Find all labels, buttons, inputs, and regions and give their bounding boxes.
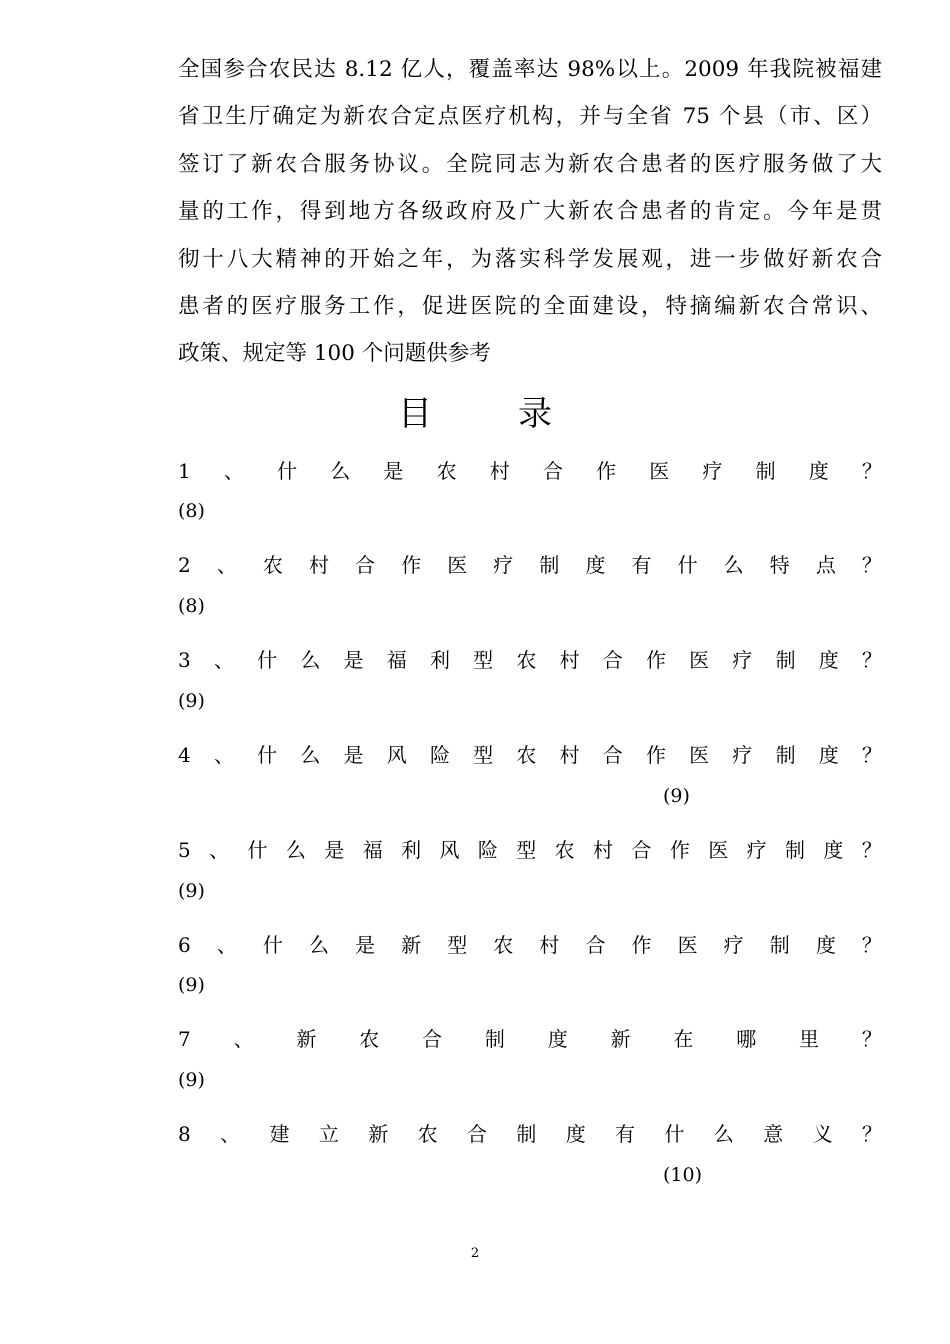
toc-entry[interactable] bbox=[178, 731, 882, 778]
toc-entry-char: 合 bbox=[355, 553, 376, 578]
toc-entry-char: 么 bbox=[330, 458, 351, 483]
toc-entry-char: 医 bbox=[689, 648, 710, 673]
toc-entry-char: 新 bbox=[368, 1122, 389, 1147]
toc-entry-char: 村 bbox=[559, 743, 580, 768]
toc-entry-char: 是 bbox=[343, 648, 364, 673]
toc-entry-char: 农 bbox=[417, 1122, 438, 1147]
toc-entry-char: 疗 bbox=[702, 458, 723, 483]
toc-entry-char: 利 bbox=[429, 648, 450, 673]
toc-entry-char: 制 bbox=[769, 932, 790, 957]
toc-entry-char: 什 bbox=[677, 553, 698, 578]
toc-entry-char: 农 bbox=[436, 458, 457, 483]
toc-entry-char: 风 bbox=[439, 837, 460, 862]
toc-entry-char: 作 bbox=[596, 458, 617, 483]
toc-entry-separator: 、 bbox=[220, 1122, 241, 1147]
page-number: 2 bbox=[470, 1246, 480, 1261]
toc-entry-char: 村 bbox=[539, 932, 560, 957]
table-of-contents bbox=[178, 447, 882, 1205]
toc-entry-char: 是 bbox=[355, 932, 376, 957]
toc-entry-char: 村 bbox=[593, 837, 614, 862]
toc-entry-page: (9) bbox=[178, 689, 205, 712]
toc-entry-char: 农 bbox=[493, 932, 514, 957]
toc-entry-char: 村 bbox=[308, 553, 329, 578]
toc-entry-number: 6 bbox=[178, 932, 191, 957]
toc-entry-char: 建 bbox=[269, 1122, 290, 1147]
toc-entry-char: 合 bbox=[602, 743, 623, 768]
toc-entry-char: 什 bbox=[262, 932, 283, 957]
toc-entry-page: (10) bbox=[663, 1163, 703, 1186]
toc-entry-char: 在 bbox=[673, 1027, 694, 1052]
toc-entry-char: 疗 bbox=[746, 837, 767, 862]
toc-entry-char: 作 bbox=[645, 743, 666, 768]
toc-entry-char: 制 bbox=[539, 553, 560, 578]
toc-entry-char: 合 bbox=[542, 458, 563, 483]
toc-entry-char: 度 bbox=[547, 1027, 568, 1052]
toc-entry-char: 医 bbox=[649, 458, 670, 483]
toc-entry-char: 合 bbox=[585, 932, 606, 957]
toc-entry-char: 制 bbox=[784, 837, 805, 862]
intro-line: 全国参合农民达 8.12 亿人，覆盖率达 98%以上。2009 年我院被福建 bbox=[178, 57, 882, 82]
toc-entry-char: ？ bbox=[861, 1027, 882, 1052]
toc-entry-char: 作 bbox=[669, 837, 690, 862]
toc-entry-char: 福 bbox=[362, 837, 383, 862]
toc-entry-char: ？ bbox=[861, 1122, 882, 1147]
toc-entry-char: ？ bbox=[861, 837, 882, 862]
toc-entry-char: 作 bbox=[631, 932, 652, 957]
intro-line: 量的工作，得到地方各级政府及广大新农合患者的肯定。今年是贯 bbox=[178, 199, 882, 225]
toc-entry-char: 疗 bbox=[723, 932, 744, 957]
toc-entry-char: 型 bbox=[516, 837, 537, 862]
toc-entry-char: 村 bbox=[559, 648, 580, 673]
toc-entry-char: 村 bbox=[489, 458, 510, 483]
toc-entry-separator: 、 bbox=[216, 553, 237, 578]
toc-entry-char: 有 bbox=[615, 1122, 636, 1147]
toc-entry-char: 制 bbox=[484, 1027, 505, 1052]
intro-line: 政策、规定等 100 个问题供参考 bbox=[178, 341, 491, 367]
toc-entry-char: 是 bbox=[324, 837, 345, 862]
toc-entry-char: 疗 bbox=[732, 743, 753, 768]
toc-entry-char: 作 bbox=[401, 553, 422, 578]
toc-entry-separator: 、 bbox=[223, 458, 244, 483]
toc-entry-number: 8 bbox=[178, 1122, 191, 1147]
toc-title: 目录 bbox=[398, 394, 638, 434]
intro-line: 签订了新农合服务协议。全院同志为新农合患者的医疗服务做了大 bbox=[178, 151, 882, 177]
toc-entry-separator: 、 bbox=[213, 743, 234, 768]
toc-entry-char: 特 bbox=[769, 553, 790, 578]
toc-entry-char: 新 bbox=[296, 1027, 317, 1052]
toc-entry-number: 4 bbox=[178, 743, 191, 768]
toc-entry-number: 3 bbox=[178, 648, 191, 673]
toc-entry-char: 型 bbox=[473, 648, 494, 673]
toc-entry-char: 度 bbox=[585, 553, 606, 578]
toc-entry[interactable] bbox=[178, 637, 882, 684]
toc-entry-char: 医 bbox=[689, 743, 710, 768]
toc-entry-char: 度 bbox=[808, 458, 829, 483]
toc-entry[interactable] bbox=[178, 921, 882, 968]
toc-entry-char: 型 bbox=[447, 932, 468, 957]
toc-entry-page: (8) bbox=[178, 500, 205, 523]
toc-entry-char: 新 bbox=[610, 1027, 631, 1052]
toc-entry-char: 风 bbox=[386, 743, 407, 768]
toc-entry-char: 合 bbox=[602, 648, 623, 673]
toc-entry-char: 医 bbox=[677, 932, 698, 957]
toc-entry-char: ？ bbox=[861, 743, 882, 768]
toc-entry-char: 度 bbox=[818, 648, 839, 673]
toc-entry-char: 立 bbox=[318, 1122, 339, 1147]
toc-entry-char: ？ bbox=[861, 553, 882, 578]
toc-entry-char: 制 bbox=[775, 743, 796, 768]
toc-entry-char: 险 bbox=[429, 743, 450, 768]
toc-entry-char: 福 bbox=[386, 648, 407, 673]
toc-entry-char: 什 bbox=[277, 458, 298, 483]
toc-entry-separator: 、 bbox=[209, 837, 230, 862]
toc-entry-char: 哪 bbox=[736, 1027, 757, 1052]
toc-entry-char: 农 bbox=[516, 743, 537, 768]
toc-entry-page: (9) bbox=[178, 974, 205, 997]
toc-entry-char: 制 bbox=[516, 1122, 537, 1147]
toc-entry-char: 度 bbox=[823, 837, 844, 862]
toc-entry-char: 作 bbox=[645, 648, 666, 673]
toc-entry-char: 制 bbox=[775, 648, 796, 673]
toc-entry-char: 什 bbox=[664, 1122, 685, 1147]
toc-entry-number: 5 bbox=[178, 837, 191, 862]
toc-entry-page: (9) bbox=[178, 879, 205, 902]
toc-entry-char: 点 bbox=[815, 553, 836, 578]
toc-entry-char: ？ bbox=[861, 458, 882, 483]
toc-entry-number: 1 bbox=[178, 458, 191, 483]
intro-paragraph bbox=[178, 50, 882, 382]
intro-line: 省卫生厅确定为新农合定点医疗机构，并与全省 75 个县（市、区） bbox=[178, 104, 882, 130]
toc-entry-separator: 、 bbox=[213, 648, 234, 673]
toc-entry-page: (8) bbox=[178, 595, 205, 618]
toc-entry-char: 度 bbox=[818, 743, 839, 768]
toc-entry-char: 新 bbox=[401, 932, 422, 957]
toc-entry-char: 合 bbox=[631, 837, 652, 862]
toc-entry-char: 什 bbox=[257, 648, 278, 673]
toc-entry-char: 合 bbox=[466, 1122, 487, 1147]
toc-entry-char: 疗 bbox=[732, 648, 753, 673]
toc-entry-number: 2 bbox=[178, 553, 191, 578]
toc-entry-char: ？ bbox=[861, 648, 882, 673]
toc-entry-char: 医 bbox=[447, 553, 468, 578]
toc-entry-char: 型 bbox=[473, 743, 494, 768]
toc-entry-char: 合 bbox=[422, 1027, 443, 1052]
toc-entry-char: 么 bbox=[308, 932, 329, 957]
toc-entry-char: 制 bbox=[755, 458, 776, 483]
toc-entry-number: 7 bbox=[178, 1027, 191, 1052]
toc-entry-separator: 、 bbox=[216, 932, 237, 957]
toc-entry-char: 医 bbox=[708, 837, 729, 862]
toc-entry-char: 意 bbox=[763, 1122, 784, 1147]
toc-entry-char: 农 bbox=[262, 553, 283, 578]
intro-line: 彻十八大精神的开始之年，为落实科学发展观，进一步做好新农合 bbox=[178, 246, 882, 272]
toc-entry-char: 里 bbox=[799, 1027, 820, 1052]
toc-entry-char: 利 bbox=[401, 837, 422, 862]
toc-entry-page: (9) bbox=[178, 1069, 205, 1092]
toc-entry[interactable] bbox=[178, 826, 882, 873]
toc-entry-char: 么 bbox=[285, 837, 306, 862]
intro-line: 患者的医疗服务工作，促进医院的全面建设，特摘编新农合常识、 bbox=[178, 293, 882, 319]
toc-entry-char: 么 bbox=[300, 648, 321, 673]
toc-entry-char: 是 bbox=[343, 743, 364, 768]
toc-entry-char: 义 bbox=[812, 1122, 833, 1147]
toc-entry-char: 农 bbox=[554, 837, 575, 862]
toc-entry-char: 么 bbox=[713, 1122, 734, 1147]
toc-entry-char: 是 bbox=[383, 458, 404, 483]
toc-entry-char: 险 bbox=[477, 837, 498, 862]
toc-entry[interactable] bbox=[178, 1016, 882, 1063]
toc-entry-char: 有 bbox=[631, 553, 652, 578]
toc-entry-page: (9) bbox=[663, 784, 690, 807]
toc-entry-char: ？ bbox=[861, 932, 882, 957]
toc-entry[interactable] bbox=[178, 1110, 882, 1157]
toc-entry-char: 度 bbox=[565, 1122, 586, 1147]
toc-entry-char: 什 bbox=[257, 743, 278, 768]
toc-entry-char: 农 bbox=[516, 648, 537, 673]
toc-entry[interactable] bbox=[178, 447, 882, 494]
toc-entry-char: 疗 bbox=[493, 553, 514, 578]
toc-entry-char: 么 bbox=[300, 743, 321, 768]
toc-entry-char: 么 bbox=[723, 553, 744, 578]
toc-entry-separator: 、 bbox=[233, 1027, 254, 1052]
toc-entry[interactable] bbox=[178, 542, 882, 589]
toc-entry-char: 度 bbox=[815, 932, 836, 957]
toc-entry-char: 什 bbox=[247, 837, 268, 862]
toc-entry-char: 农 bbox=[359, 1027, 380, 1052]
